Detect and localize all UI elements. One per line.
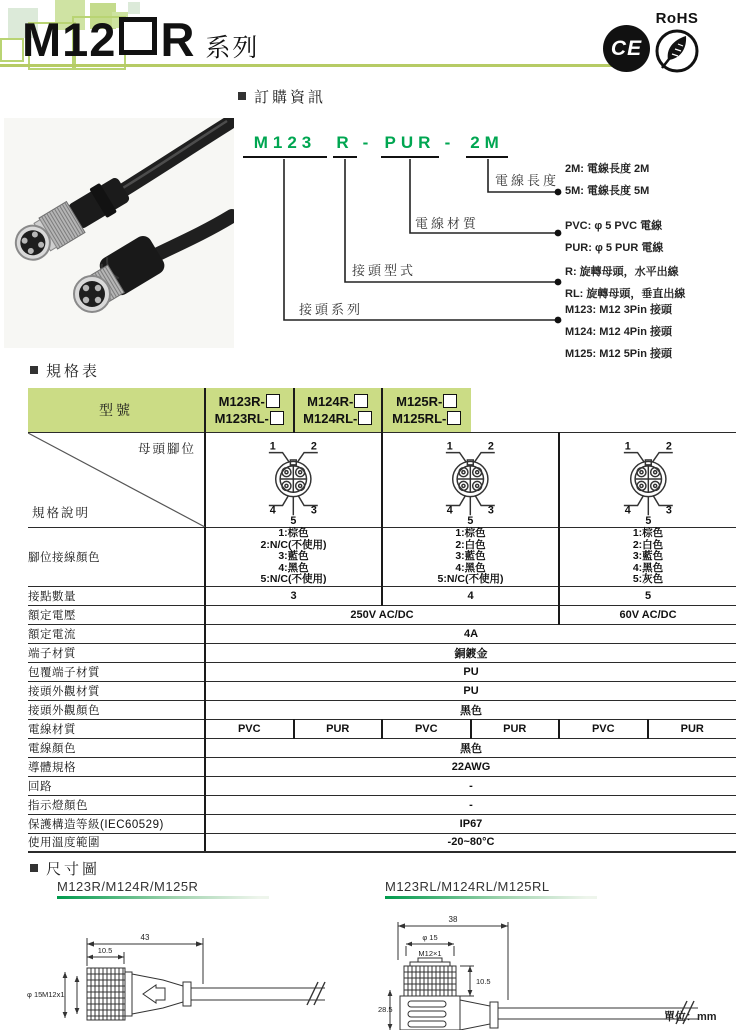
callout-option: PUR: φ 5 PUR 電線 xyxy=(565,242,664,254)
pinout-diagonal-cell xyxy=(28,433,205,528)
spec-value-cell: 3 xyxy=(205,586,382,605)
spec-row xyxy=(28,605,736,624)
svg-text:4: 4 xyxy=(624,503,631,516)
spec-row-label: 包覆端子材質 xyxy=(28,662,205,681)
callout-label: 接頭型式 xyxy=(352,263,417,278)
spec-value-cell: 5 xyxy=(559,586,736,605)
model-name: M125R- xyxy=(396,394,443,409)
pin-color-line: 4:黑色 xyxy=(455,561,486,574)
title-model-suffix: R xyxy=(160,13,196,66)
dim-height-label: 28.5 xyxy=(378,1005,393,1014)
svg-text:1: 1 xyxy=(269,440,276,453)
dim-left-title: M123R/M124R/M125R xyxy=(57,879,199,894)
pinout-bottom-label: 規格說明 xyxy=(32,506,91,520)
callout-options xyxy=(565,158,649,202)
dim-thread-label: M12×1 xyxy=(418,949,442,958)
svg-text:4: 4 xyxy=(269,503,276,516)
spec-row-label: 額定電流 xyxy=(28,624,205,643)
page-title xyxy=(22,12,259,67)
model-option-box xyxy=(354,394,368,408)
pin-color-line: 4:黑色 xyxy=(278,561,309,574)
pin-color-cell xyxy=(205,528,382,587)
spec-row-label: 接點數量 xyxy=(28,586,205,605)
model-option-box xyxy=(447,411,461,425)
spec-row xyxy=(28,528,736,587)
svg-text:1: 1 xyxy=(624,440,631,453)
spec-row-label: 導體規格 xyxy=(28,757,205,776)
pin-color-line: 1:棕色 xyxy=(278,527,309,539)
model-option-box xyxy=(266,394,280,408)
spec-row xyxy=(28,833,736,852)
callout-label: 接頭系列 xyxy=(299,302,364,317)
spec-value-cell: IP67 xyxy=(205,814,736,833)
part-number-segment: 2M xyxy=(466,132,508,158)
spec-value-cell: 黑色 xyxy=(205,700,736,719)
part-number-segment: - xyxy=(444,133,456,152)
specs-section-heading xyxy=(30,360,100,381)
title-series-label: 系列 xyxy=(205,34,260,62)
pin-color-line: 2:白色 xyxy=(632,538,664,551)
pinout-top-label: 母頭腳位 xyxy=(137,442,196,456)
svg-text:5: 5 xyxy=(290,514,297,527)
spec-row-label: 指示燈顏色 xyxy=(28,795,205,814)
spec-row xyxy=(28,643,736,662)
pin-color-line: 5:N/C(不使用) xyxy=(260,573,327,585)
model-name: M123R- xyxy=(218,394,265,409)
spec-value-cell: PU xyxy=(205,681,736,700)
model-header-cell xyxy=(205,388,294,433)
model-header-cell xyxy=(382,388,471,433)
pin-color-line: 3:藍色 xyxy=(455,550,486,562)
pinout-cell xyxy=(205,433,382,528)
model-column-label: 型號 xyxy=(28,388,205,433)
spec-row xyxy=(28,624,736,643)
spec-row-label: 電線顏色 xyxy=(28,738,205,757)
spec-row xyxy=(28,814,736,833)
ce-logo-text: CE xyxy=(610,36,643,60)
rohs-logo-text: RoHS xyxy=(655,10,699,27)
pinout-cell xyxy=(559,433,736,528)
pin-color-cell xyxy=(382,528,559,587)
dim-left-underline xyxy=(57,896,269,899)
pin-color-cell xyxy=(559,528,736,587)
model-header-cell xyxy=(294,388,383,433)
svg-text:3: 3 xyxy=(488,503,495,516)
pin-color-line: 2:白色 xyxy=(455,538,486,551)
pin-color-line: 3:藍色 xyxy=(632,550,664,562)
spec-value-cell: PUR xyxy=(294,719,383,738)
dimensions-section-title: 尺寸圖 xyxy=(46,861,101,878)
pin-color-line: 1:棕色 xyxy=(455,527,486,539)
model-name: M124R- xyxy=(307,394,354,409)
spec-value-cell: PVC xyxy=(559,719,648,738)
svg-text:2: 2 xyxy=(665,440,672,453)
spec-value-cell: PU xyxy=(205,662,736,681)
svg-text:5: 5 xyxy=(645,514,651,527)
dim-drawing-straight xyxy=(25,902,355,1030)
title-model-prefix: M12 xyxy=(22,13,117,66)
callout-option: PVC: φ 5 PVC 電線 xyxy=(565,220,663,232)
section-bullet xyxy=(30,366,38,374)
dim-right-title: M123RL/M124RL/M125RL xyxy=(385,879,550,894)
pin-color-line: 5:灰色 xyxy=(632,573,664,585)
callout-label: 電線長度 xyxy=(495,173,560,188)
spec-value-cell: - xyxy=(205,776,736,795)
part-number-segment: - xyxy=(362,133,374,152)
dim-diameter-label: φ 15 xyxy=(422,933,438,942)
callout-option: R: 旋轉母頭，水平出線 xyxy=(565,266,679,278)
model-name: M124RL- xyxy=(303,411,358,426)
callout-option: M125: M12 5Pin 接頭 xyxy=(565,348,672,360)
spec-value-cell: 22AWG xyxy=(205,757,736,776)
callout-options xyxy=(565,215,663,259)
spec-row-label: 端子材質 xyxy=(28,643,205,662)
pinout-diagram xyxy=(439,435,502,527)
svg-text:2: 2 xyxy=(311,440,318,453)
spec-row xyxy=(28,776,736,795)
callout-option: M124: M12 4Pin 接頭 xyxy=(565,326,672,338)
spec-value-cell: PVC xyxy=(205,719,294,738)
spec-value-cell: 銅鍍金 xyxy=(205,643,736,662)
callout-option: M123: M12 3Pin 接頭 xyxy=(565,304,672,316)
callout-options xyxy=(565,299,672,365)
spec-row xyxy=(28,700,736,719)
dim-knurl-label: 10.5 xyxy=(476,977,491,986)
spec-value-cell: PUR xyxy=(471,719,560,738)
model-name: M125RL- xyxy=(392,411,447,426)
spec-row-label: 接頭外觀材質 xyxy=(28,681,205,700)
pin-color-line: 2:N/C(不使用) xyxy=(260,538,327,551)
dim-length-label: 43 xyxy=(140,933,150,942)
callout-label: 電線材質 xyxy=(415,216,480,231)
svg-text:3: 3 xyxy=(665,503,672,516)
section-bullet xyxy=(30,864,38,872)
spec-row-label: 腳位接線顏色 xyxy=(28,528,205,587)
spec-value-cell: PVC xyxy=(382,719,471,738)
spec-row xyxy=(28,586,736,605)
part-number-segment: PUR xyxy=(381,132,439,158)
ordering-section-title: 訂購資訊 xyxy=(254,89,327,106)
callout-option: 2M: 電線長度 2M xyxy=(565,163,650,175)
callout-option: 5M: 電線長度 5M xyxy=(565,185,650,197)
spec-header-row xyxy=(28,388,736,433)
model-option-box xyxy=(443,394,457,408)
spec-value-cell: 60V AC/DC xyxy=(559,605,736,624)
dim-thread-label: M12x1 xyxy=(42,990,65,999)
spec-value-cell: 4A xyxy=(205,624,736,643)
spec-value-cell: 250V AC/DC xyxy=(205,605,559,624)
spec-row xyxy=(28,738,736,757)
spec-row-label: 電線材質 xyxy=(28,719,205,738)
callout-option: RL: 旋轉母頭，垂直出線 xyxy=(565,288,686,300)
specs-section-title: 規格表 xyxy=(46,363,101,380)
dim-width-label: 38 xyxy=(448,915,458,924)
spec-row-label: 使用溫度範圍 xyxy=(28,833,205,852)
dim-right-underline xyxy=(385,896,597,899)
spec-row xyxy=(28,719,736,738)
pinout-row xyxy=(28,433,736,528)
spec-table xyxy=(28,388,736,853)
pin-color-line: 3:藍色 xyxy=(278,550,309,562)
spec-value-cell: -20~80°C xyxy=(205,833,736,852)
model-name: M123RL- xyxy=(214,411,269,426)
pin-color-line: 1:棕色 xyxy=(632,527,664,539)
unit-label: 單位：mm xyxy=(664,1011,717,1023)
spec-value-cell: 4 xyxy=(382,586,559,605)
spec-row xyxy=(28,662,736,681)
pinout-cell xyxy=(382,433,559,528)
dim-diameter-label: φ 15 xyxy=(27,990,43,999)
svg-text:3: 3 xyxy=(311,503,318,516)
model-option-box xyxy=(270,411,284,425)
pinout-diagram xyxy=(617,435,680,527)
part-number-segment: M123 xyxy=(243,132,327,158)
model-placeholder-box xyxy=(119,17,157,55)
pinout-diagram xyxy=(262,435,325,527)
spec-row-label: 保護構造等級(IEC60529) xyxy=(28,814,205,833)
pin-color-line: 5:N/C(不使用) xyxy=(437,573,504,585)
spec-value-cell: 黑色 xyxy=(205,738,736,757)
model-option-box xyxy=(358,411,372,425)
spec-row-label: 回路 xyxy=(28,776,205,795)
svg-text:1: 1 xyxy=(446,440,453,453)
svg-text:5: 5 xyxy=(467,514,474,527)
spec-row-label: 接頭外觀顏色 xyxy=(28,700,205,719)
svg-text:4: 4 xyxy=(446,503,453,516)
part-number-segment: R xyxy=(333,132,357,158)
spec-row xyxy=(28,795,736,814)
spec-row xyxy=(28,757,736,776)
dimensions-section-heading xyxy=(30,858,100,879)
svg-text:2: 2 xyxy=(488,440,495,453)
spec-row-label: 額定電壓 xyxy=(28,605,205,624)
dim-knurl-label: 10.5 xyxy=(97,946,113,955)
spec-row xyxy=(28,681,736,700)
pin-color-line: 4:黑色 xyxy=(632,561,664,574)
spec-value-cell: - xyxy=(205,795,736,814)
spec-value-cell: PUR xyxy=(648,719,737,738)
